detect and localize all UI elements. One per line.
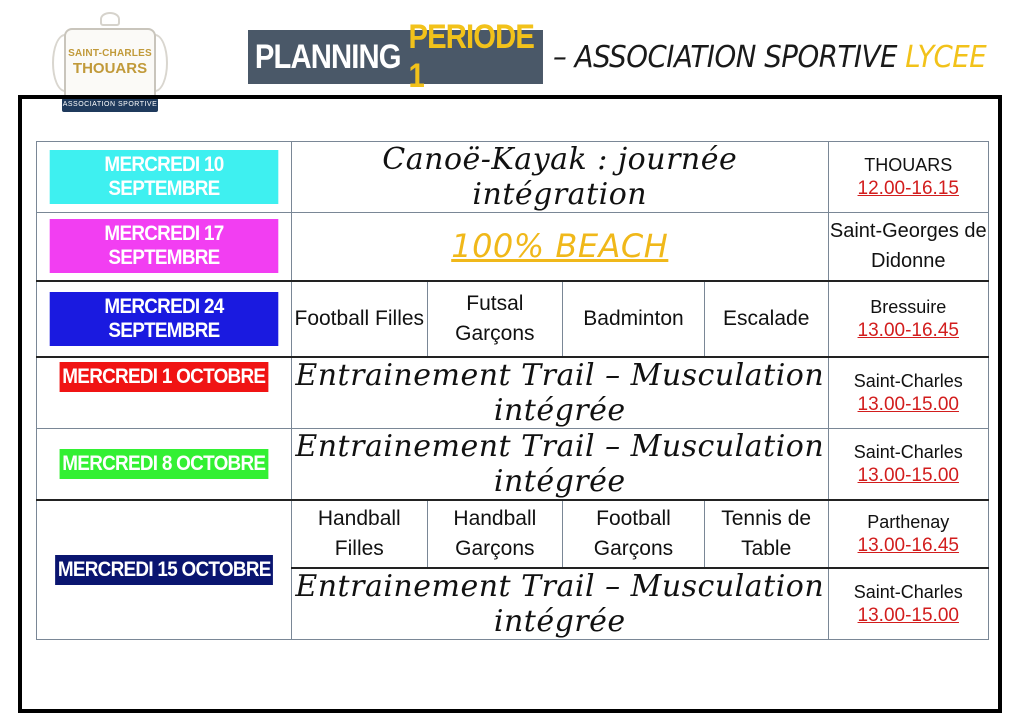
date-label: MERCREDI 10 SEPTEMBRE [50,150,279,204]
date-cell [37,213,292,281]
place-name: Saint-Charles [853,441,963,462]
time-range: 13.00-15.00 [857,604,959,626]
title-box [248,18,543,95]
activity-text: Futsal Garçons [455,291,535,345]
place-name: Parthenay [867,511,950,532]
activity-cell [292,568,829,640]
activity-cell [292,142,829,213]
place-cell [828,142,988,213]
date-label: MERCREDI 8 OCTOBRE [60,449,268,479]
activity-cell [427,500,563,568]
table-row [37,357,989,429]
logo-line1: SAINT-CHARLES [68,48,152,59]
table-row [37,142,989,213]
activity-text: Entrainement Trail – Musculation intégrée [295,568,825,639]
place-cell [828,568,988,640]
activity-text: Escalade [722,306,810,330]
table-row [37,428,989,500]
date-cell [37,281,292,357]
activity-cell [292,357,829,429]
place-name: Saint-Georges de Didonne [829,220,987,273]
activity-text: Entrainement Trail – Musculation intégrée [295,357,825,428]
page-title [248,18,1024,95]
date-cell [37,428,292,500]
activity-cell [427,281,563,357]
schedule-table [36,141,989,640]
place-name: Saint-Charles [853,370,963,391]
table-row [37,213,989,281]
logo-line2: THOUARS [72,60,148,77]
activity-text: Badminton [583,306,684,330]
place-cell [828,213,988,281]
logo-ribbon: ASSOCIATION SPORTIVE [62,98,158,112]
place-cell [828,500,988,568]
date-label: MERCREDI 1 OCTOBRE [60,362,268,392]
title-association-text: – ASSOCIATION SPORTIVE [553,39,898,75]
date-cell [37,500,292,640]
activity-cell [292,213,829,281]
place-name: Bressuire [870,296,947,317]
time-range: 13.00-15.00 [857,393,959,415]
activity-cell [292,428,829,500]
table-row [37,500,989,568]
date-label: MERCREDI 24 SEPTEMBRE [50,292,279,346]
date-label: MERCREDI 15 OCTOBRE [55,555,273,585]
activity-text: Canoë-Kayak : journée intégration [382,142,738,212]
activity-cell [563,281,705,357]
place-name: THOUARS [864,155,953,175]
activity-text: Tennis de Table [721,506,812,560]
date-cell [37,142,292,213]
title-association [553,40,986,75]
activity-cell [563,500,705,568]
time-range: 13.00-16.45 [857,319,959,341]
title-planning: PLANNING [254,37,401,76]
place-cell [828,357,988,429]
table-row [37,281,989,357]
time-range: 13.00-15.00 [857,464,959,486]
activity-text: 100% BEACH [451,227,669,266]
activity-cell [292,500,428,568]
place-name: Saint-Charles [853,581,963,602]
date-cell [37,357,292,429]
title-periode: PERIODE 1 [408,18,535,95]
place-cell [828,428,988,500]
activity-text: Football Garçons [593,506,674,560]
activity-cell [292,281,428,357]
time-range: 13.00-16.45 [857,534,959,556]
activity-text: Handball Filles [317,506,401,560]
crown-icon [100,12,120,26]
activity-text: Football Filles [294,306,425,330]
time-range: 12.00-16.15 [857,178,959,199]
date-label: MERCREDI 17 SEPTEMBRE [50,219,279,273]
title-lycee: LYCEE [905,39,987,75]
place-cell [828,281,988,357]
activity-cell [704,281,828,357]
activity-text: Handball Garçons [453,506,537,560]
activity-cell [704,500,828,568]
activity-text: Entrainement Trail – Musculation intégrée [295,428,825,499]
